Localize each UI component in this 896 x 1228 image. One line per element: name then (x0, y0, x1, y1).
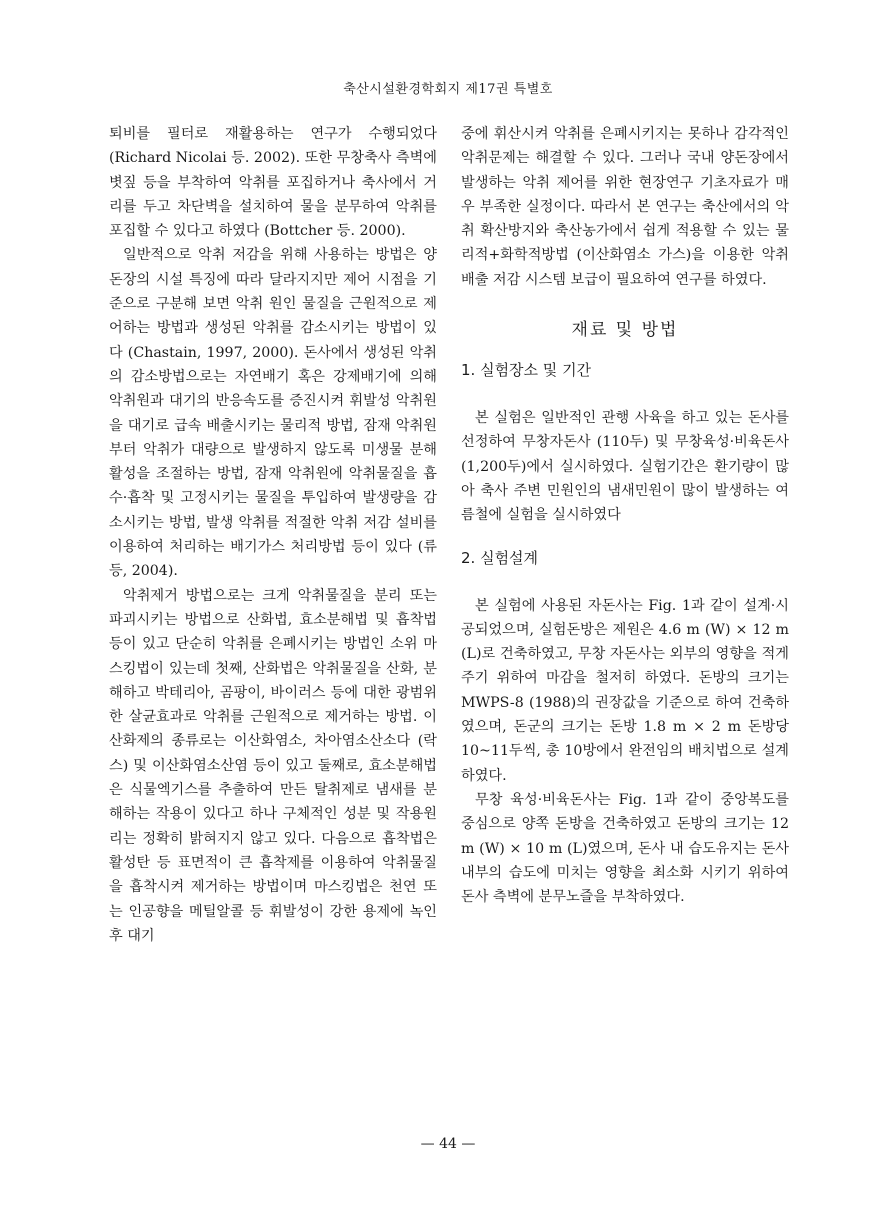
subsection-title: 2. 실험설계 (461, 548, 539, 567)
right-column (461, 122, 789, 909)
page-number: — 44 — (420, 1136, 476, 1152)
body-paragraph: 악취제거 방법으로는 크게 악취물질을 분리 또는 파괴시키는 방법으로 산화법, 효소분해법 및 흡착법 등이 있고 단순히 악취를 은폐시키는 방법인 소위 마스킹법이 있는데 첫째, 산화법은 악취물질을 산화, 분해하고 박테리아, 곰팡이, 바이러스 등에 대한 광범위한 살균효과로 악취를 근원적으로 제거하는 방법. 이 산화제의 종류로는 이산화염소, 차아염소산소다 (락스) 및 이산화염소산염 등이 있고 둘째로, 효소분해법은 식물엑기스를 추출하여 만든 탈취제로 냄새를 분해하는 작용이 있다고 하나 구체적인 성분 및 작용원리는 정확히 밝혀지지 않고 있다. 다음으로 흡착법은 활성탄 등 표면적이 큰 흡착제를 이용하여 악취물질을 흡착시켜 제거하는 방법이며 마스킹법은 천연 또는 인공향을 메틸알콜 등 휘발성이 강한 용제에 녹인 후 대기 (109, 587, 437, 944)
body-paragraph: 일반적으로 악취 저감을 위해 사용하는 방법은 양돈장의 시설 특징에 따라 달라지지만 제어 시점을 기준으로 구분해 보면 악취 원인 물질을 근원적으로 제어하는 방법과 생성된 악취를 감소시키는 방법이 있다 (Chastain, 1997, 2000). 돈사에서 생성된 악취의 감소방법으로는 자연배기 혹은 강제배기에 의해 악취원과 대기의 반응속도를 증진시켜 휘발성 악취원을 대기로 급속 배출시키는 물리적 방법, 잠재 악취원부터 악취가 대량으로 발생하지 않도록 미생물 분해 활성을 조절하는 방법, 잠재 악취원에 악취물질을 흡수·흡착 및 고정시키는 물질을 투입하여 발생량을 감소시키는 방법, 발생 악취를 적절한 악취 저감 설비를 이용하여 처리하는 배기가스 처리방법 등이 있다 (류 등, 2004). (109, 247, 437, 580)
body-paragraph: 본 실험은 일반적인 관행 사육을 하고 있는 돈사를 선정하여 무창자돈사 (110두) 및 무창육성·비육돈사 (1,200두)에서 실시하였다. 실험기간은 환기량이 많아 축사 주변 민원인의 냄새민원이 많이 발생하는 여름철에 실험을 실시하였다 (461, 410, 789, 524)
body-paragraph: 무창 육성·비육돈사는 Fig. 1과 같이 중앙복도를 중심으로 양쪽 돈방을 건축하였고 돈방의 크기는 12 m (W) × 10 m (L)였으며, 돈사 내 습도유지는 돈사내부의 습도에 미치는 영향을 최소화 시키기 위하여 돈사 측벽에 분무노즐을 부착하였다. (461, 791, 789, 906)
section-title: 재료 및 방법 (571, 320, 679, 341)
body-paragraph: 퇴비를 필터로 재활용하는 연구가 수행되었다 (Richard Nicolai 등. 2002). 또한 무창축사 측벽에 볏짚 등을 부착하여 악취를 포집하거나 축사에서 거리를 두고 차단벽을 설치하여 물을 분무하여 악취를 포집할 수 있다고 하였다 (Bottcher 등. 2000). (109, 126, 437, 240)
body-paragraph: 중에 휘산시켜 악취를 은폐시키지는 못하나 감각적인 악취문제는 해결할 수 있다. 그러나 국내 양돈장에서 발생하는 악취 제어를 위한 현장연구 기초자료가 매우 부족한 실정이다. 따라서 본 연구는 축산에서의 악취 확산방지와 축산농가에서 쉽게 적용할 수 있는 물리적+화학적방법 (이산화염소 가스)을 이용한 악취배출 저감 시스템 보급이 필요하여 연구를 하였다. (461, 126, 789, 288)
subsection-title: 1. 실험장소 및 기간 (461, 361, 592, 380)
left-column (109, 122, 437, 948)
running-header: 축산시설환경학회지 제17권 특별호 (343, 82, 553, 97)
body-paragraph: 본 실험에 사용된 자돈사는 Fig. 1과 같이 설계·시공되었으며, 실험돈방은 제원은 4.6 m (W) × 12 m (L)로 건축하였고, 무창 자돈사는 외부의 영향을 적게 주기 위하여 마감을 철저히 하였다. 돈방의 크기는 MWPS-8 (1988)의 권장값을 기준으로 하여 건축하였으며, 돈군의 크기는 돈방 1.8 m × 2 m 돈방당 10~11두씩, 총 10방에서 완전임의 배치법으로 설계하였다. (461, 597, 789, 784)
